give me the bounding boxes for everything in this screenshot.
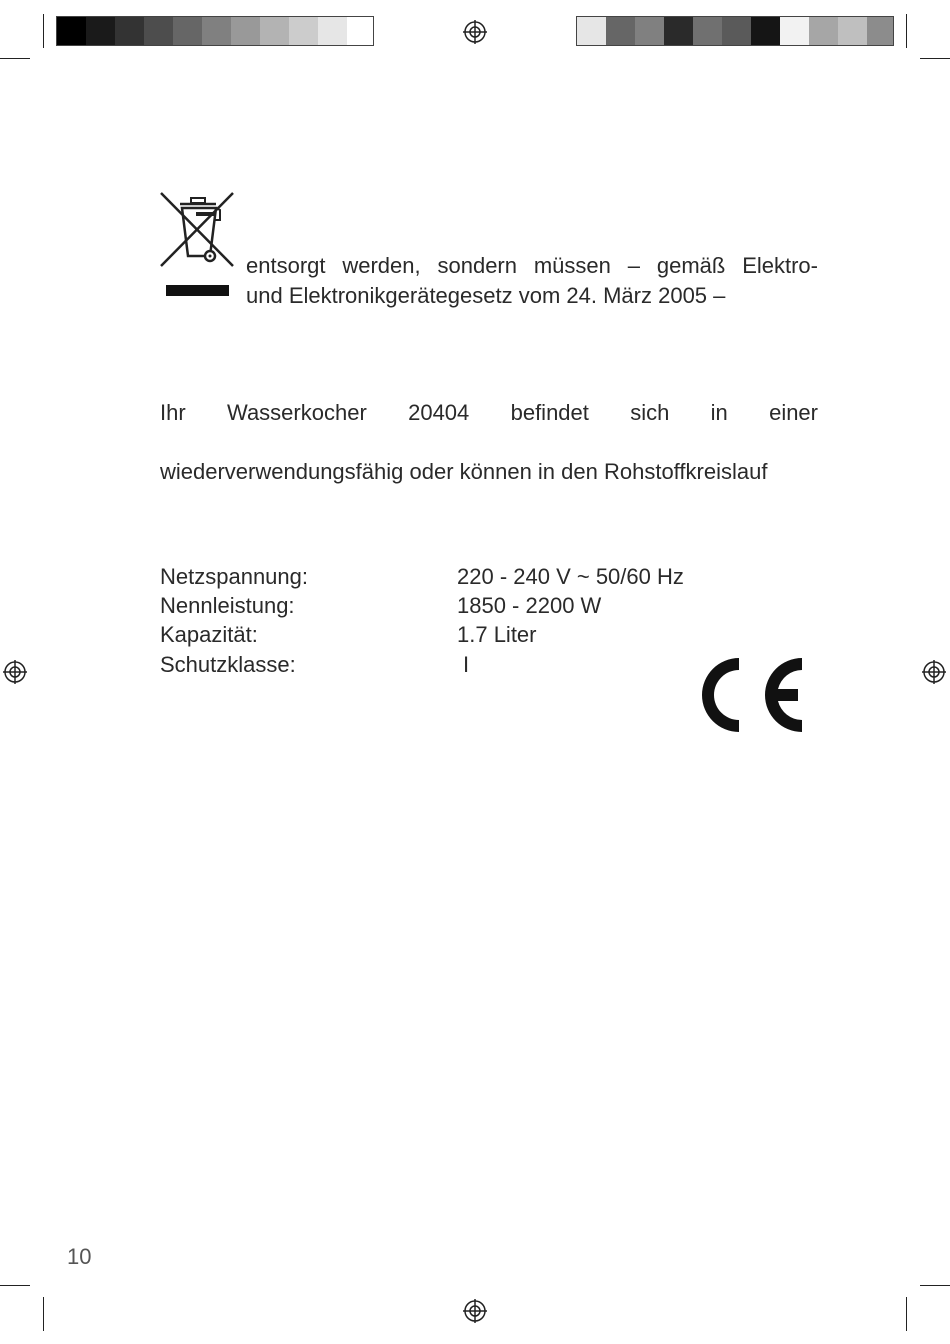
disposal-line-2: und Elektronikgerätegesetz vom 24. März 2005 – [246, 283, 726, 308]
color-swatch [115, 17, 144, 45]
color-swatch [751, 17, 780, 45]
word: 20404 [408, 400, 470, 425]
registration-mark-icon [921, 659, 947, 685]
color-swatch [722, 17, 751, 45]
color-swatch [635, 17, 664, 45]
spec-label: Kapazität: [160, 622, 258, 647]
crop-mark [43, 14, 44, 48]
ce-mark-icon [700, 656, 804, 734]
color-swatch [780, 17, 809, 45]
crop-mark [906, 1297, 907, 1331]
color-swatch [202, 17, 231, 45]
word: befindet [510, 400, 589, 425]
color-swatch [693, 17, 722, 45]
color-swatch [289, 17, 318, 45]
right-color-bar [576, 16, 894, 46]
crop-mark [920, 1285, 950, 1286]
spec-value: I [463, 652, 470, 677]
crop-mark [920, 58, 950, 59]
color-swatch [867, 17, 893, 45]
registration-mark-icon [462, 1298, 488, 1324]
crop-mark [906, 14, 907, 48]
color-swatch [260, 17, 289, 45]
spec-value: 220 - 240 V ~ 50/60 Hz [457, 564, 684, 589]
spec-value: 1.7 Liter [457, 622, 537, 647]
color-swatch [606, 17, 635, 45]
color-swatch [173, 17, 202, 45]
color-swatch [318, 17, 347, 45]
page-number: 10 [67, 1244, 92, 1269]
spec-row [160, 651, 760, 681]
word: Ihr [160, 400, 186, 425]
spec-row [160, 621, 760, 651]
spec-label: Schutzklasse: [160, 652, 296, 677]
crossed-out-wheelie-bin-icon [158, 190, 236, 300]
word: einer [769, 400, 818, 425]
color-swatch [577, 17, 606, 45]
color-swatch [838, 17, 867, 45]
crop-mark [43, 1297, 44, 1331]
color-swatch [231, 17, 260, 45]
color-swatch [144, 17, 173, 45]
crop-mark [0, 1285, 30, 1286]
registration-mark-icon [462, 19, 488, 45]
word: sich [630, 400, 670, 425]
left-color-bar [56, 16, 374, 46]
packaging-line-1 [160, 399, 818, 427]
spec-value: 1850 - 2200 W [457, 593, 602, 618]
color-swatch [809, 17, 838, 45]
color-swatch [664, 17, 693, 45]
color-swatch [57, 17, 86, 45]
spec-row [160, 563, 760, 593]
disposal-line-1: entsorgt werden, sondern müssen – gemäß Elektro- [246, 253, 818, 278]
crop-mark [0, 58, 30, 59]
spec-row [160, 592, 760, 622]
word: Wasserkocher [227, 400, 367, 425]
color-swatch [347, 17, 373, 45]
registration-mark-icon [2, 659, 28, 685]
word: in [710, 400, 728, 425]
spec-label: Nennleistung: [160, 593, 295, 618]
spec-label: Netzspannung: [160, 564, 308, 589]
packaging-line-2: wiederverwendungsfähig oder können in den Rohstoffkreislauf [160, 459, 768, 484]
color-swatch [86, 17, 115, 45]
